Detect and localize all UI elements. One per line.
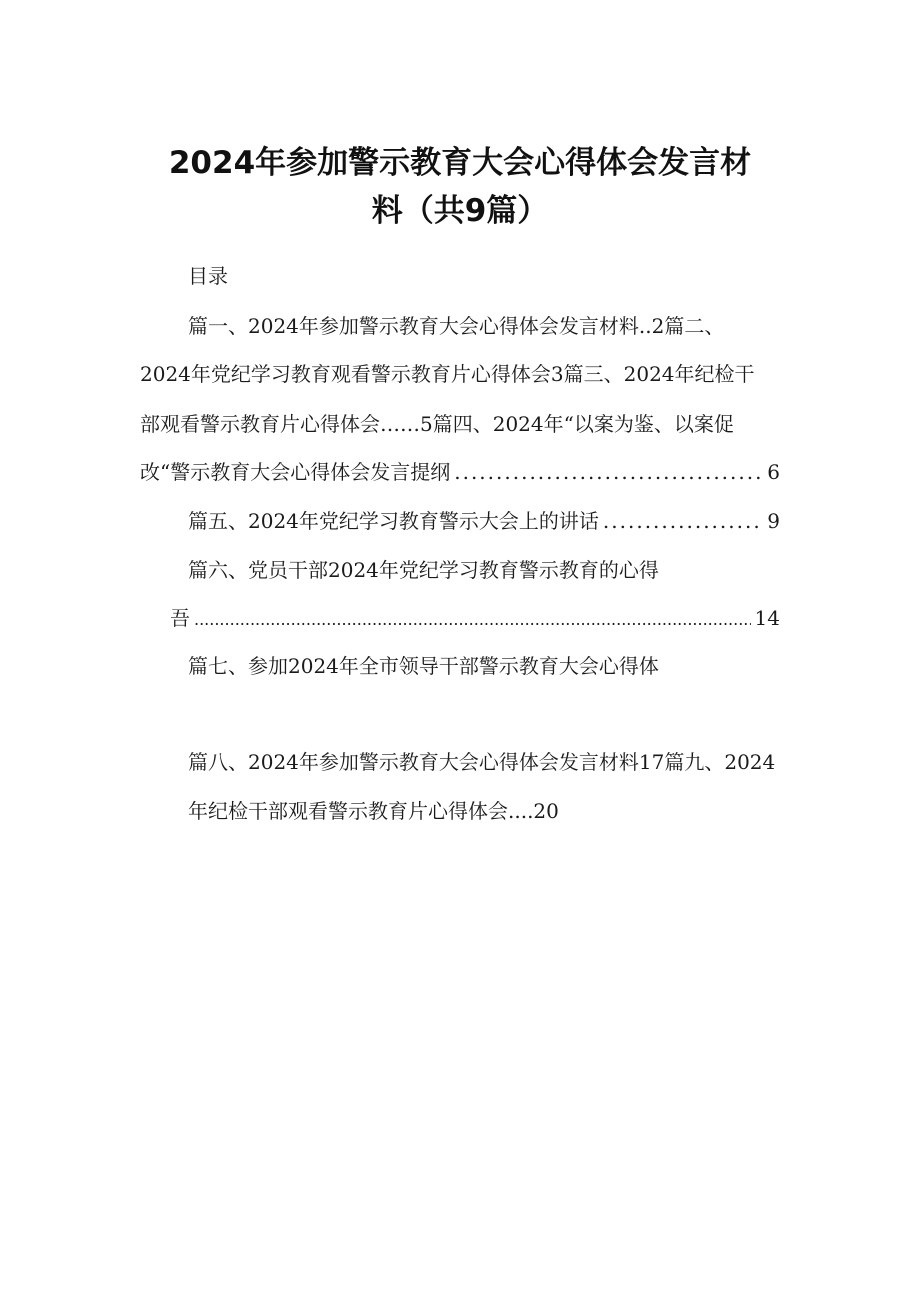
toc-entry-4-text: 改“警示教育大会心得体会发言提纲 [140,460,451,484]
toc-entry-5 [188,507,780,535]
toc-line-9: 年纪检干部观看警示教育片心得体会....20 [188,799,559,823]
document-title-line-1: 2024年参加警示教育大会心得体会发言材 [168,145,752,181]
toc-entry-5-text: 篇五、2024年党纪学习教育警示大会上的讲话 [188,509,599,533]
toc-entry-4-leader [454,458,763,486]
toc-line-6: 篇六、党员干部2024年党纪学习教育警示教育的心得 [188,558,659,582]
document-title-line-2: 料（共9篇） [371,193,549,229]
toc-entry-6-leader [194,606,751,634]
toc-line-7: 篇七、参加2024年全市领导干部警示教育大会心得体 [188,654,659,678]
toc-entry-4-page: 6 [767,460,780,484]
toc-entry-5-page: 9 [767,509,780,533]
toc-entry-4 [140,458,780,486]
toc-line-3: 部观看警示教育片心得体会……5篇四、2024年“以案为鉴、以案促 [140,412,734,436]
toc-line-8: 篇八、2024年参加警示教育大会心得体会发言材料17篇九、2024 [188,750,776,774]
toc-entry-6-cont [170,604,780,634]
toc-heading: 目录 [188,264,228,288]
toc-entry-5-leader [603,507,763,535]
toc-line-1: 篇一、2024年参加警示教育大会心得体会发言材料..2篇二、 [188,314,725,338]
toc-entry-6-cont-text: 吾 [170,606,190,630]
toc-entry-6-page: 14 [754,606,780,630]
toc-line-2: 2024年党纪学习教育观看警示教育片心得体会3篇三、2024年纪检干 [140,362,755,386]
